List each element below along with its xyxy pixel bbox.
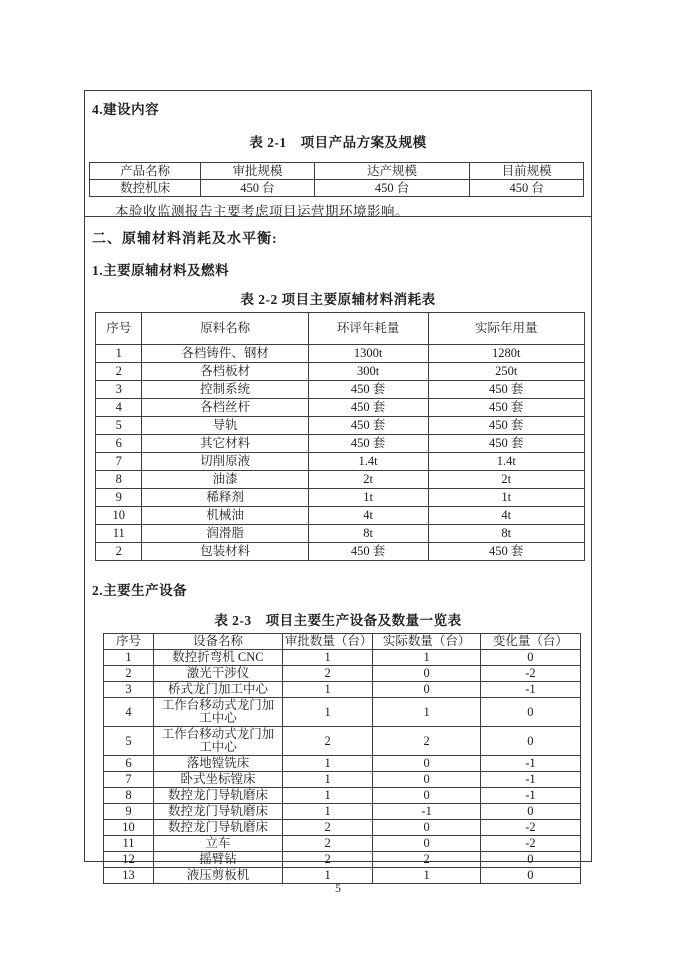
section-heading-2: 二、原辅材料消耗及水平衡:	[92, 232, 278, 247]
table-row	[90, 180, 584, 197]
column-header: 审批规模	[201, 163, 315, 180]
table-cell: 450 台	[314, 180, 470, 197]
table-row	[96, 399, 585, 417]
table-cell: 2	[282, 852, 373, 868]
table-row	[104, 772, 581, 788]
table-cell: 数控龙门导轨磨床	[154, 788, 283, 804]
table-cell: 0	[480, 698, 580, 727]
table-cell: 切削原液	[142, 453, 308, 471]
table-cell: 各档丝杆	[142, 399, 308, 417]
table-cell: 工作台移动式龙门加工中心	[154, 698, 283, 727]
table-cell: 落地镗铣床	[154, 756, 283, 772]
table-cell: 8t	[308, 525, 428, 543]
subsection-heading-equipment: 2.主要生产设备	[92, 583, 188, 598]
table-cell: 10	[104, 820, 154, 836]
table-cell: 11	[104, 836, 154, 852]
table-cell: 5	[104, 727, 154, 756]
column-header: 实际年用量	[428, 313, 585, 345]
table-row	[96, 363, 585, 381]
table-cell: 3	[96, 381, 142, 399]
table-cell: 油漆	[142, 471, 308, 489]
table-row	[104, 727, 581, 756]
table-cell: 250t	[428, 363, 585, 381]
column-header: 产品名称	[90, 163, 201, 180]
column-header: 环评年耗量	[308, 313, 428, 345]
table-cell: 2	[104, 666, 154, 682]
table-cell: 4t	[308, 507, 428, 525]
table-row	[96, 417, 585, 435]
table-cell: 稀释剂	[142, 489, 308, 507]
table-cell: -2	[480, 836, 580, 852]
table-cell: 立车	[154, 836, 283, 852]
table-cell: 0	[480, 804, 580, 820]
table-cell: 11	[96, 525, 142, 543]
table-cell: 0	[373, 820, 480, 836]
table-cell: 1	[104, 650, 154, 666]
table-cell: 0	[373, 756, 480, 772]
table-2-1	[89, 162, 584, 197]
column-header: 变化量（台）	[480, 634, 580, 650]
column-header: 实际数量（台）	[373, 634, 480, 650]
table-cell: 其它材料	[142, 435, 308, 453]
table-cell: 0	[480, 868, 580, 884]
table-cell: 450 套	[308, 417, 428, 435]
table-cell: 卧式坐标镗床	[154, 772, 283, 788]
table-2-1-title: 表 2-1 项目产品方案及规模	[249, 135, 427, 150]
table-cell: 1	[282, 772, 373, 788]
table-cell: 0	[480, 727, 580, 756]
table-cell: 9	[104, 804, 154, 820]
column-header: 序号	[104, 634, 154, 650]
table-row	[96, 525, 585, 543]
table-cell: 4	[104, 698, 154, 727]
table-row	[104, 756, 581, 772]
table-header-row	[96, 313, 585, 345]
table-cell: 6	[104, 756, 154, 772]
table-row	[96, 435, 585, 453]
table-cell: 5	[96, 417, 142, 435]
table-row	[104, 804, 581, 820]
table-cell: -1	[480, 772, 580, 788]
table-cell: 1	[282, 650, 373, 666]
table-cell: 桥式龙门加工中心	[154, 682, 283, 698]
table-cell: 0	[480, 852, 580, 868]
table-cell: 数控龙门导轨磨床	[154, 820, 283, 836]
table-row	[96, 489, 585, 507]
table-cell: -2	[480, 820, 580, 836]
table-cell: 9	[96, 489, 142, 507]
table-cell: 各档板材	[142, 363, 308, 381]
table-cell: 导轨	[142, 417, 308, 435]
table-cell: 2	[373, 852, 480, 868]
table-cell: -1	[480, 756, 580, 772]
section-construction-content	[85, 98, 591, 217]
table-cell: 2	[282, 666, 373, 682]
table-cell: 摇臂钻	[154, 852, 283, 868]
table-row	[96, 453, 585, 471]
table-cell: 2	[373, 727, 480, 756]
table-header-row	[104, 634, 581, 650]
table-row	[104, 788, 581, 804]
table-row	[104, 682, 581, 698]
table-cell: 0	[373, 772, 480, 788]
table-cell: 1	[96, 345, 142, 363]
table-cell: -1	[480, 682, 580, 698]
table-cell: 0	[373, 666, 480, 682]
table-cell: 2	[282, 820, 373, 836]
table-cell: 10	[96, 507, 142, 525]
table-cell: 1.4t	[428, 453, 585, 471]
table-cell: 450 套	[308, 399, 428, 417]
note-text: 本验收监测报告主要考虑项目运营期环境影响。	[115, 204, 409, 219]
table-cell: 450 套	[428, 435, 585, 453]
column-header: 目前规模	[470, 163, 584, 180]
table-cell: 450 套	[308, 435, 428, 453]
table-row	[96, 543, 585, 561]
table-cell: 7	[104, 772, 154, 788]
table-cell: 0	[480, 650, 580, 666]
table-cell: 3	[104, 682, 154, 698]
table-cell: 2	[282, 727, 373, 756]
table-cell: 2	[96, 543, 142, 561]
table-row	[104, 820, 581, 836]
column-header: 序号	[96, 313, 142, 345]
table-cell: 6	[96, 435, 142, 453]
table-cell: 1	[282, 868, 373, 884]
table-cell: 机械油	[142, 507, 308, 525]
table-2-2	[95, 312, 585, 561]
table-cell: 1300t	[308, 345, 428, 363]
table-cell: 2	[282, 836, 373, 852]
table-cell: 液压剪板机	[154, 868, 283, 884]
table-cell: 450 套	[308, 381, 428, 399]
column-header: 原料名称	[142, 313, 308, 345]
table-cell: 数控折弯机 CNC	[154, 650, 283, 666]
table-cell: 1	[282, 682, 373, 698]
table-cell: 数控龙门导轨磨床	[154, 804, 283, 820]
table-cell: 1	[282, 788, 373, 804]
table-row	[96, 507, 585, 525]
table-cell: 1	[373, 698, 480, 727]
table-cell: 润滑脂	[142, 525, 308, 543]
table-cell: 2	[96, 363, 142, 381]
table-row	[96, 381, 585, 399]
table-2-2-title: 表 2-2 项目主要原辅材料消耗表	[240, 292, 436, 307]
table-cell: 13	[104, 868, 154, 884]
table-cell: 1	[373, 868, 480, 884]
table-row	[104, 852, 581, 868]
table-cell: 激光干涉仪	[154, 666, 283, 682]
table-2-3-title: 表 2-3 项目主要生产设备及数量一览表	[214, 613, 462, 628]
table-cell: 450 台	[201, 180, 315, 197]
table-cell: 0	[373, 836, 480, 852]
table-cell: -1	[373, 804, 480, 820]
table-header-row	[90, 163, 584, 180]
section-heading-4: 4.建设内容	[92, 102, 160, 117]
table-cell: 4t	[428, 507, 585, 525]
column-header: 设备名称	[154, 634, 283, 650]
section-raw-materials	[85, 228, 591, 882]
table-cell: 0	[373, 788, 480, 804]
column-header: 达产规模	[314, 163, 470, 180]
table-cell: 控制系统	[142, 381, 308, 399]
table-cell: -2	[480, 666, 580, 682]
table-cell: 1	[282, 698, 373, 727]
table-cell: 8	[96, 471, 142, 489]
table-row	[96, 345, 585, 363]
table-row	[104, 836, 581, 852]
page-number: 5	[335, 881, 341, 895]
table-cell: 450 套	[428, 417, 585, 435]
table-row	[104, 650, 581, 666]
table-cell: 1t	[428, 489, 585, 507]
table-cell: 450 套	[308, 543, 428, 561]
table-cell: 450 套	[428, 543, 585, 561]
table-row	[96, 471, 585, 489]
table-row	[104, 698, 581, 727]
table-cell: 8t	[428, 525, 585, 543]
column-header: 审批数量（台）	[282, 634, 373, 650]
subsection-heading-materials: 1.主要原辅材料及燃料	[92, 263, 230, 278]
table-2-3	[103, 633, 581, 884]
table-cell: 450 套	[428, 381, 585, 399]
table-cell: 工作台移动式龙门加工中心	[154, 727, 283, 756]
table-cell: 2t	[308, 471, 428, 489]
table-cell: 1.4t	[308, 453, 428, 471]
table-cell: -1	[480, 788, 580, 804]
table-cell: 4	[96, 399, 142, 417]
table-cell: 1	[282, 756, 373, 772]
table-cell: 数控机床	[90, 180, 201, 197]
table-cell: 12	[104, 852, 154, 868]
table-cell: 包装材料	[142, 543, 308, 561]
table-cell: 300t	[308, 363, 428, 381]
table-cell: 450 台	[470, 180, 584, 197]
table-cell: 7	[96, 453, 142, 471]
table-cell: 0	[373, 682, 480, 698]
table-cell: 2t	[428, 471, 585, 489]
table-cell: 1	[282, 804, 373, 820]
table-row	[104, 666, 581, 682]
table-cell: 8	[104, 788, 154, 804]
table-cell: 1280t	[428, 345, 585, 363]
content-frame	[84, 90, 592, 882]
table-cell: 1	[373, 650, 480, 666]
table-cell: 1t	[308, 489, 428, 507]
table-cell: 450 套	[428, 399, 585, 417]
table-cell: 各档铸件、钢材	[142, 345, 308, 363]
